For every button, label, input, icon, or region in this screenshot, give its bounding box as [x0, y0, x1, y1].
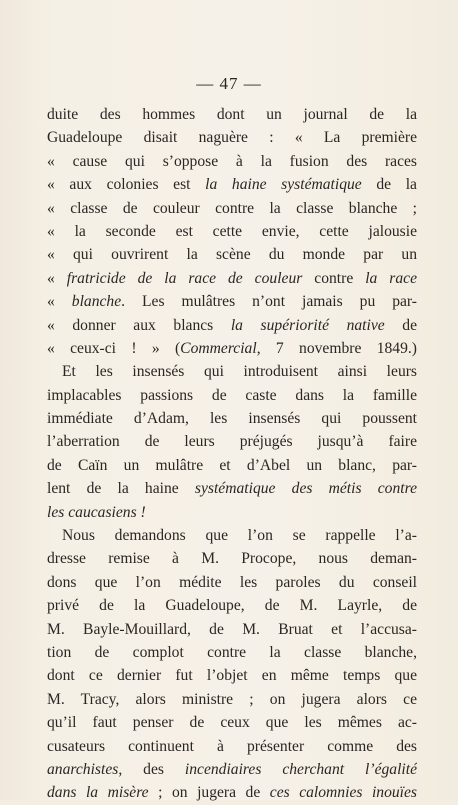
text-line — [47, 477, 417, 500]
text-run: dresse remise à M. Procope, nous deman- — [47, 550, 417, 568]
text-run: M. Bayle-Mouillard, de M. Bruat et l’accusa- — [47, 620, 417, 638]
text-line — [47, 594, 417, 617]
text-run: « aux colonies est — [47, 176, 206, 194]
text-line — [47, 267, 417, 290]
text-line — [47, 758, 417, 781]
text-run: dont ce dernier fut l’objet en même temps que — [47, 667, 417, 685]
italic-text: anarchistes — [47, 760, 119, 778]
text-line — [47, 337, 417, 360]
text-run: Nous demandons que l’on se rappelle l’a- — [62, 527, 417, 545]
text-run: tion de complot contre la classe blanche, — [47, 643, 417, 661]
text-line — [47, 641, 417, 664]
italic-text: incendiaires cherchant l’égalité — [184, 760, 417, 778]
text-line — [47, 781, 417, 804]
text-line — [47, 220, 417, 243]
text-run: , 7 novembre 1849.) — [256, 339, 417, 357]
text-line — [47, 501, 417, 524]
text-run: M. Tracy, alors ministre ; on jugera alors ce — [47, 690, 417, 708]
text-line — [47, 126, 417, 149]
text-run: « la seconde est cette envie, cette jalousie — [47, 222, 417, 240]
italic-text: la race — [365, 269, 417, 287]
text-run: dons que l’on médite les paroles du conseil — [47, 573, 417, 591]
text-run: lent de la haine — [47, 480, 195, 498]
text-line — [47, 150, 417, 173]
italic-text: les caucasiens ! — [47, 503, 146, 521]
italic-text: systématique des métis contre — [194, 480, 417, 498]
text-run: « donner aux blancs — [47, 316, 231, 334]
text-line — [47, 524, 417, 547]
text-run: Et les insensés qui introduisent ainsi leurs — [62, 363, 417, 381]
text-line — [47, 384, 417, 407]
text-line — [47, 571, 417, 594]
text-line — [47, 735, 417, 758]
text-run: « classe de couleur contre la classe blanche ; — [47, 199, 417, 217]
text-run: ; on jugera de — [148, 784, 270, 802]
italic-text: la supériorité native — [230, 316, 385, 334]
text-run: . Les mulâtres n’ont jamais pu par- — [121, 293, 417, 311]
text-run: « — [47, 269, 67, 287]
text-line — [47, 197, 417, 220]
text-run: de Caïn un mulâtre et d’Abel un blanc, par- — [47, 456, 417, 474]
text-line — [47, 314, 417, 337]
text-run: immédiate d’Adam, les insensés qui poussent — [47, 410, 417, 428]
text-run: l’aberration de leurs préjugés jusqu’à faire — [47, 433, 417, 451]
text-run: cusateurs continuent à présenter comme des — [47, 737, 417, 755]
text-line — [47, 173, 417, 196]
text-line — [47, 664, 417, 687]
text-run: « qui ouvrirent la scène du monde par un — [47, 246, 417, 264]
text-run: « — [47, 293, 72, 311]
italic-text: ces calomnies inouïes — [269, 784, 417, 802]
italic-text: fratricide de la race de couleur — [66, 269, 303, 287]
text-line — [47, 454, 417, 477]
italic-text: dans la misère — [47, 784, 149, 802]
text-line — [47, 430, 417, 453]
text-line — [47, 688, 417, 711]
text-line — [47, 407, 417, 430]
text-line — [47, 547, 417, 570]
italic-text: Commercial — [180, 339, 257, 357]
text-line — [47, 618, 417, 641]
text-line — [47, 360, 417, 383]
text-line — [47, 243, 417, 266]
text-run: duite des hommes dont un journal de la — [47, 106, 417, 123]
text-run: implacables passions de caste dans la famille — [47, 386, 417, 404]
text-run: « cause qui s’oppose à la fusion des races — [47, 152, 417, 170]
italic-text: la haine systématique — [205, 176, 362, 194]
text-run: , des — [118, 760, 185, 778]
text-run: « ceux-ci ! » ( — [47, 339, 181, 357]
text-run: privé de la Guadeloupe, de M. Layrle, de — [47, 597, 417, 615]
text-run: Guadeloupe disait naguère : « La première — [47, 129, 417, 147]
page-number: — 47 — — [196, 74, 262, 93]
italic-text: blanche — [71, 293, 122, 311]
text-run: de — [384, 316, 417, 334]
text-line — [47, 290, 417, 313]
text-run: de la — [361, 176, 417, 194]
text-run: qu’il faut penser de ceux que les mêmes ac- — [47, 714, 417, 732]
text-run: contre — [302, 269, 366, 287]
body-text — [47, 103, 417, 805]
text-line — [47, 103, 417, 126]
text-line — [47, 711, 417, 734]
